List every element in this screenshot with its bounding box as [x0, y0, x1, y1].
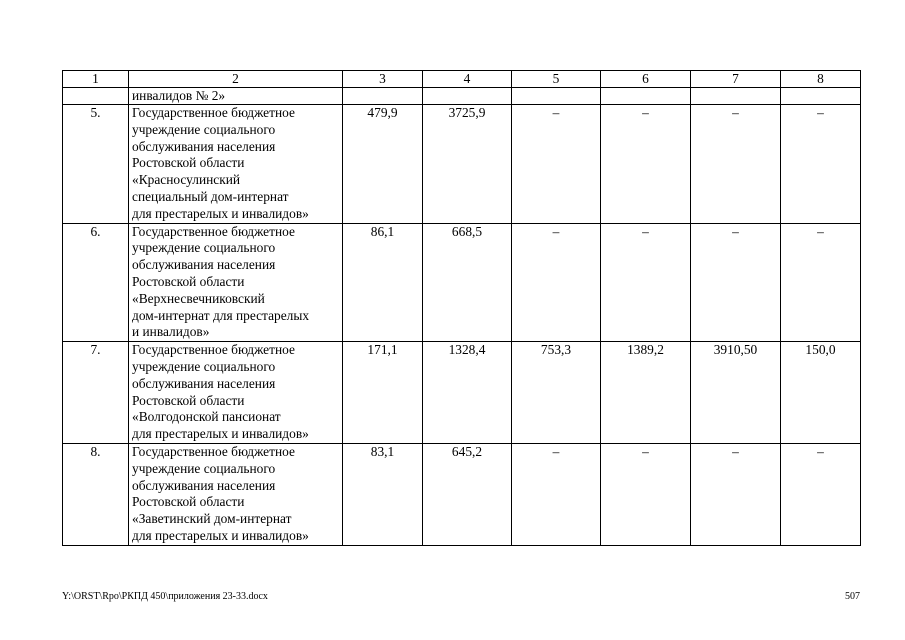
institution-name-line: дом-интернат для престарелых	[132, 307, 310, 323]
institution-name	[129, 105, 343, 224]
table-row	[63, 105, 861, 224]
value-cell-col8: –	[781, 443, 861, 545]
institution-name-line: Государственное бюджетное	[132, 443, 295, 459]
continuation-row	[63, 88, 861, 105]
institution-name-line: обслуживания населения	[132, 375, 276, 391]
table-row	[63, 342, 861, 444]
institution-name	[129, 443, 343, 545]
header-cell-4: 4	[423, 71, 512, 88]
institution-name-line: «Волгодонской пансионат	[132, 409, 281, 425]
institution-name-line: для престарелых и инвалидов»	[132, 527, 309, 543]
institution-name-line: для престарелых и инвалидов»	[132, 205, 309, 221]
value-cell-col7: –	[691, 443, 781, 545]
value-cell-col4: 1328,4	[423, 342, 512, 444]
value-cell-col6: –	[601, 443, 691, 545]
table-cell	[423, 88, 512, 105]
value-cell-col7: –	[691, 105, 781, 224]
institution-name-line: обслуживания населения	[132, 257, 276, 273]
value-cell-col6: 1389,2	[601, 342, 691, 444]
table-cell	[781, 88, 861, 105]
institution-name-line: обслуживания населения	[132, 477, 276, 493]
header-cell-8: 8	[781, 71, 861, 88]
institution-name-line: учреждение социального	[132, 460, 276, 476]
value-cell-col3: 83,1	[343, 443, 423, 545]
institution-name	[129, 223, 343, 342]
table-cell	[691, 88, 781, 105]
table-cell	[601, 88, 691, 105]
value-cell-col4: 3725,9	[423, 105, 512, 224]
value-cell-col3: 86,1	[343, 223, 423, 342]
value-cell-col8: 150,0	[781, 342, 861, 444]
table-cell	[63, 88, 129, 105]
value-cell-col6: –	[601, 223, 691, 342]
institution-name-line: Государственное бюджетное	[132, 342, 295, 358]
value-cell-col8: –	[781, 105, 861, 224]
file-path: Y:\ORST\Rpo\РКПД 450\приложения 23-33.docx	[62, 591, 268, 602]
institution-name-line: Ростовской области	[132, 273, 245, 289]
institution-name-line: Ростовской области	[132, 494, 245, 510]
institution-name-line: Ростовской области	[132, 155, 245, 171]
institution-name-line: и инвалидов»	[132, 324, 210, 340]
institution-name-line: учреждение социального	[132, 121, 276, 137]
value-cell-col5: –	[512, 105, 601, 224]
institution-name-line: «Заветинский дом-интернат	[132, 511, 292, 527]
institution-name-line: Государственное бюджетное	[132, 105, 295, 120]
institution-name-line: учреждение социального	[132, 240, 276, 256]
value-cell-col4: 668,5	[423, 223, 512, 342]
value-cell-col5: –	[512, 443, 601, 545]
value-cell-col8: –	[781, 223, 861, 342]
value-cell-col5: –	[512, 223, 601, 342]
row-number: 5.	[63, 105, 129, 224]
institution-name-line: для престарелых и инвалидов»	[132, 426, 309, 442]
table-row	[63, 223, 861, 342]
appendix-table	[62, 70, 861, 546]
row-number: 7.	[63, 342, 129, 444]
institution-name-line: Государственное бюджетное	[132, 223, 295, 239]
institution-name-line: обслуживания населения	[132, 138, 276, 154]
value-cell-col3: 479,9	[343, 105, 423, 224]
institution-name-line: учреждение социального	[132, 358, 276, 374]
table-cell	[512, 88, 601, 105]
table-row	[63, 443, 861, 545]
header-cell-2: 2	[129, 71, 343, 88]
value-cell-col6: –	[601, 105, 691, 224]
institution-name-line: «Верхнесвечниковский	[132, 290, 265, 306]
table-header-row	[63, 71, 861, 88]
table-cell	[343, 88, 423, 105]
institution-name-line: специальный дом-интернат	[132, 188, 289, 204]
header-cell-3: 3	[343, 71, 423, 88]
row-number: 8.	[63, 443, 129, 545]
row-number: 6.	[63, 223, 129, 342]
header-cell-7: 7	[691, 71, 781, 88]
value-cell-col7: 3910,50	[691, 342, 781, 444]
value-cell-col7: –	[691, 223, 781, 342]
value-cell-col3: 171,1	[343, 342, 423, 444]
institution-name	[129, 342, 343, 444]
institution-name-line: Ростовской области	[132, 392, 245, 408]
header-cell-6: 6	[601, 71, 691, 88]
continuation-text: инвалидов № 2»	[129, 88, 343, 105]
value-cell-col5: 753,3	[512, 342, 601, 444]
value-cell-col4: 645,2	[423, 443, 512, 545]
header-cell-1: 1	[63, 71, 129, 88]
page-number: 507	[845, 591, 860, 602]
header-cell-5: 5	[512, 71, 601, 88]
institution-name-line: «Красносулинский	[132, 172, 241, 188]
